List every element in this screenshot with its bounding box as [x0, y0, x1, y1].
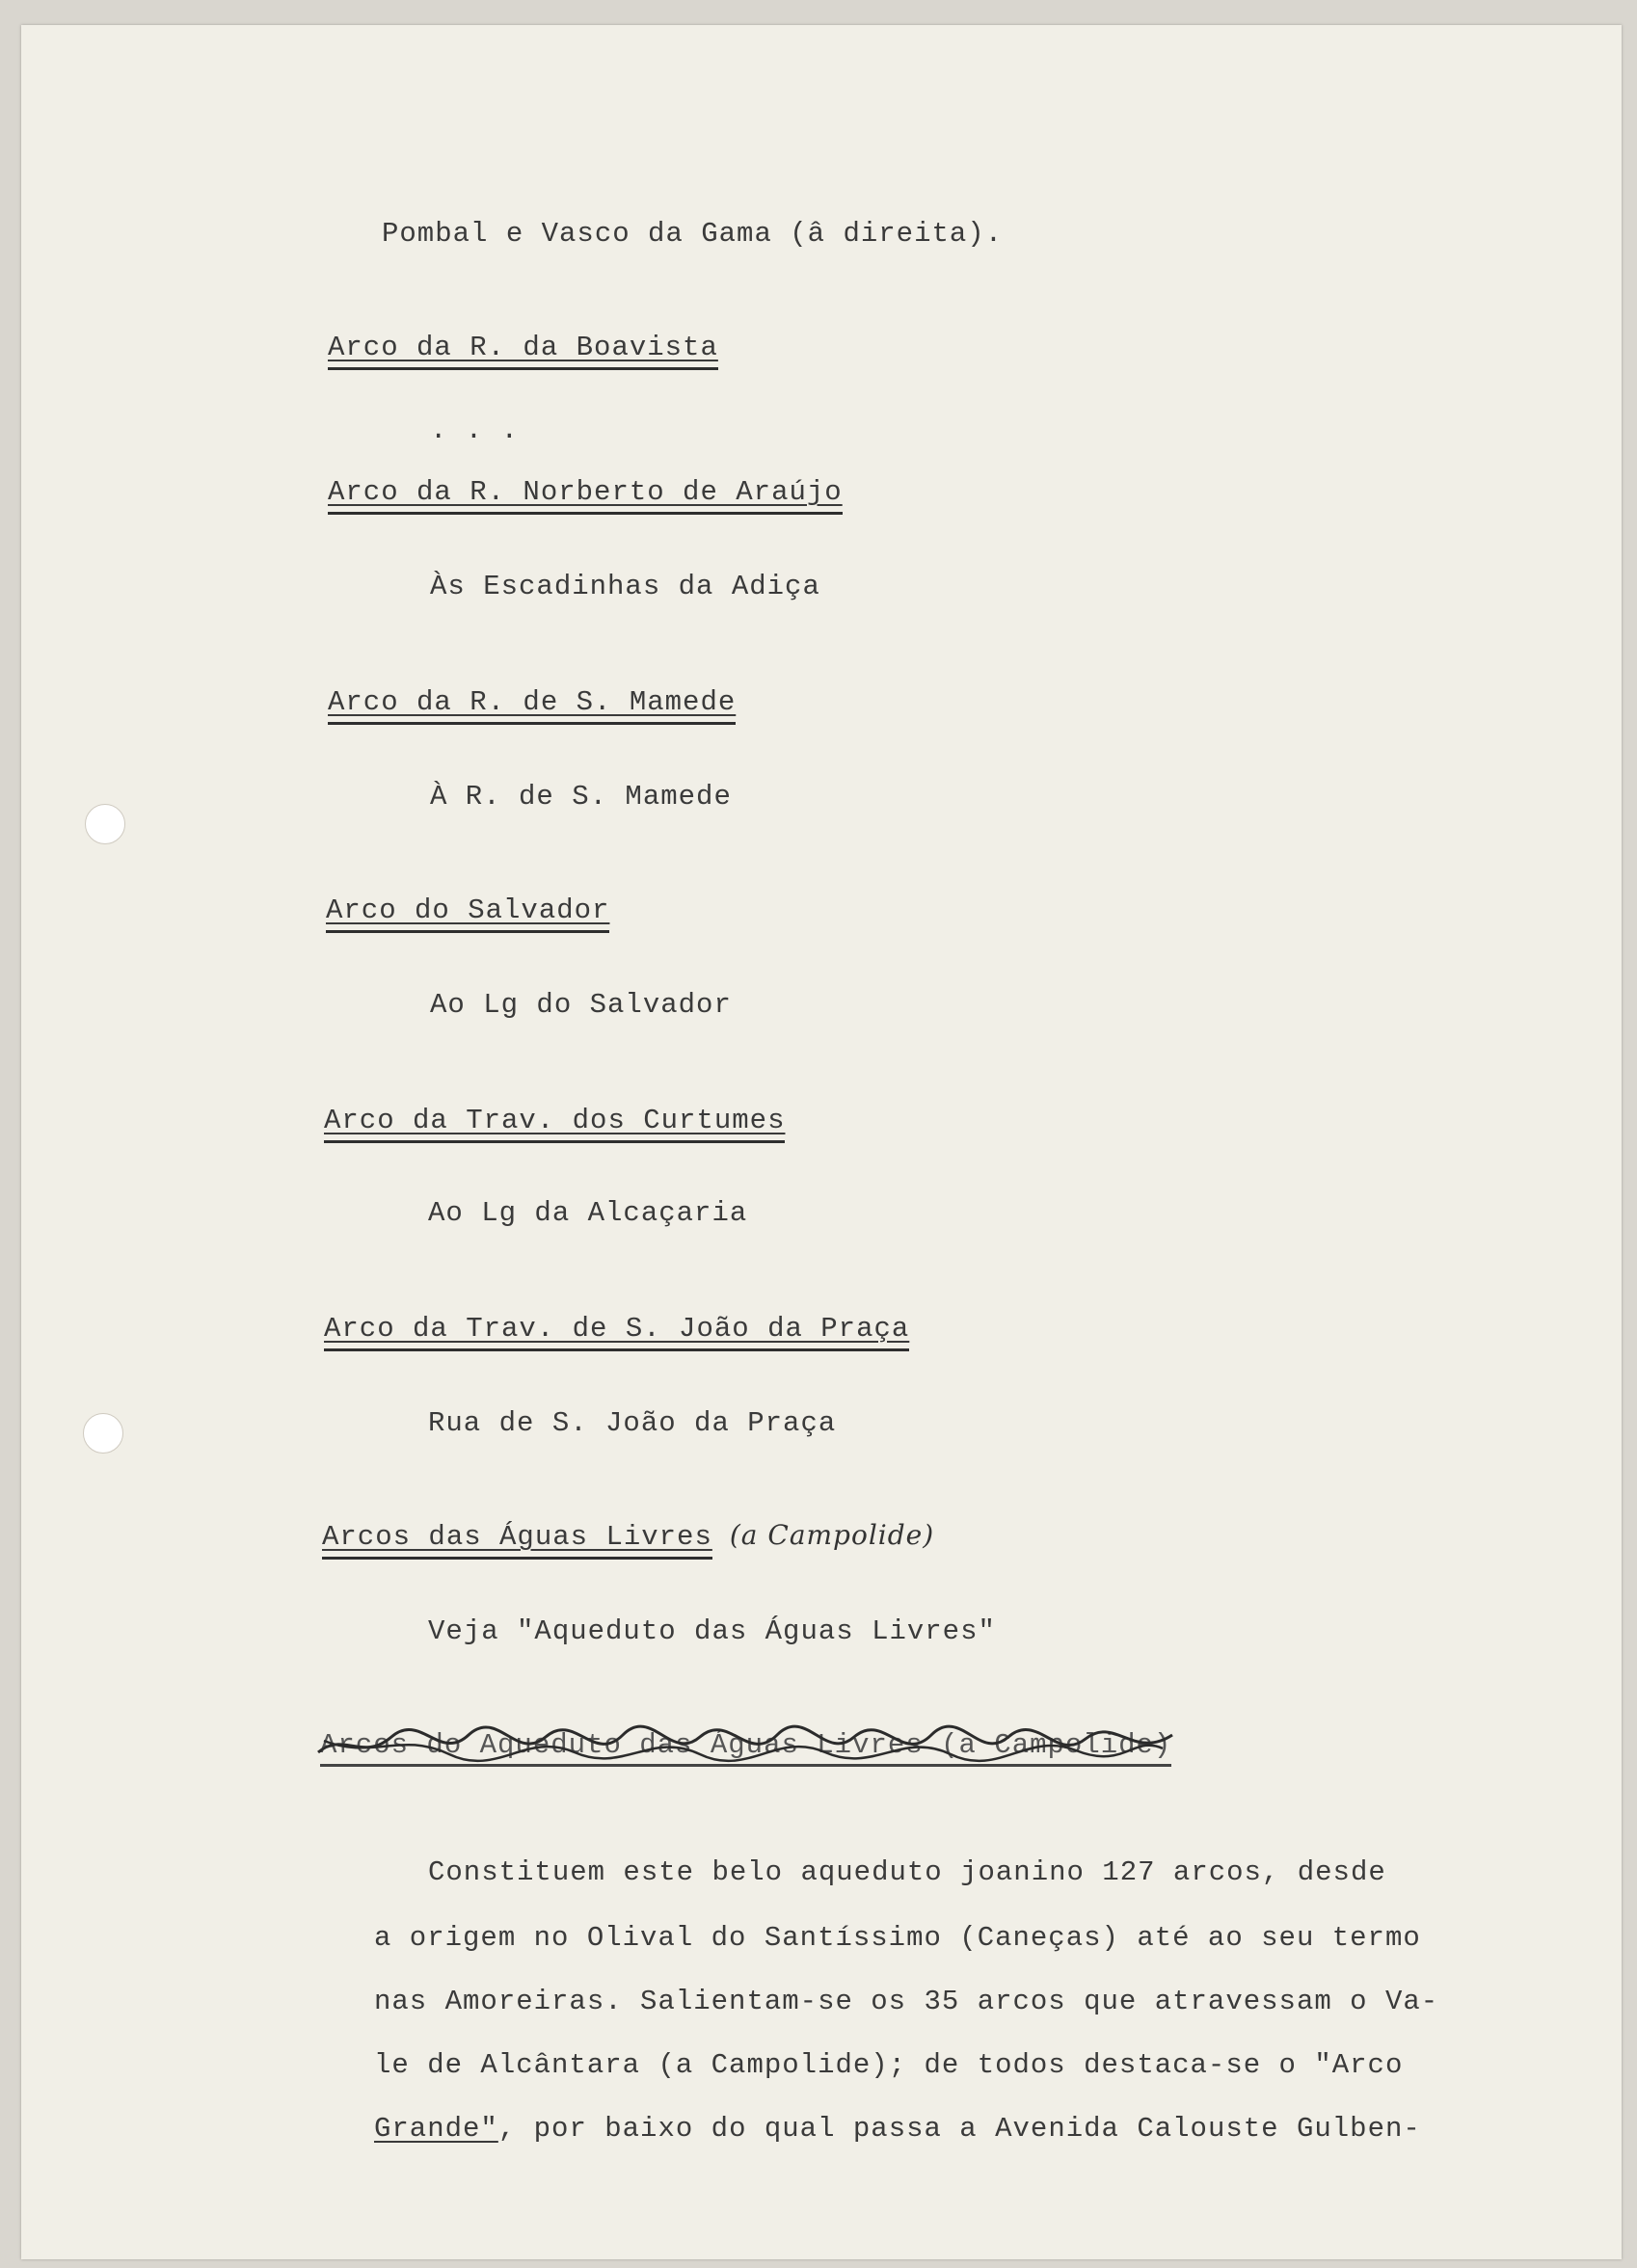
entry-heading: Arco da Trav. dos Curtumes	[324, 1105, 785, 1143]
paragraph-line: Constituem este belo aqueduto joanino 127 arcos, desde	[428, 1856, 1386, 1888]
handwritten-note: (a Campolide)	[729, 1519, 935, 1551]
entry-heading: Arco do Salvador	[326, 894, 609, 933]
entry-heading: Arco da R. da Boavista	[328, 332, 718, 370]
entry-text: Ao Lg do Salvador	[430, 989, 732, 1021]
entry-text: À R. de S. Mamede	[430, 781, 732, 813]
paragraph-line: le de Alcântara (a Campolide); de todos destaca-se o "Arco	[374, 2049, 1404, 2081]
struck-heading: Arcos do Aqueduto das Águas Livres (a Campolide)	[320, 1729, 1171, 1767]
paragraph-line: a origem no Olival do Santíssimo (Caneças) até ao seu termo	[374, 1922, 1421, 1954]
intro-line: Pombal e Vasco da Gama (â direita).	[382, 218, 1004, 250]
entry-heading: Arcos das Águas Livres (a Campolide)	[322, 1519, 934, 1560]
paragraph-line: nas Amoreiras. Salientam-se os 35 arcos que atravessam o Va-	[374, 1986, 1439, 2017]
entry-heading: Arco da R. Norberto de Araújo	[328, 476, 843, 515]
scribble-strikeout	[314, 1723, 1221, 1772]
entry-heading: Arco da Trav. de S. João da Praça	[324, 1313, 909, 1351]
punch-hole-top	[85, 804, 125, 844]
punch-hole-bottom	[83, 1413, 123, 1454]
entry-text: Ao Lg da Alcaçaria	[428, 1197, 748, 1229]
entry-text: Veja "Aqueduto das Águas Livres"	[428, 1615, 996, 1647]
entry-text: . . .	[430, 414, 520, 446]
entry-heading: Arco da R. de S. Mamede	[328, 686, 736, 725]
entry-text: Às Escadinhas da Adiça	[430, 571, 820, 602]
document-page	[21, 25, 1622, 2259]
paragraph-line: Grande", por baixo do qual passa a Avenida Calouste Gulben-	[374, 2113, 1421, 2145]
entry-text: Rua de S. João da Praça	[428, 1407, 837, 1439]
